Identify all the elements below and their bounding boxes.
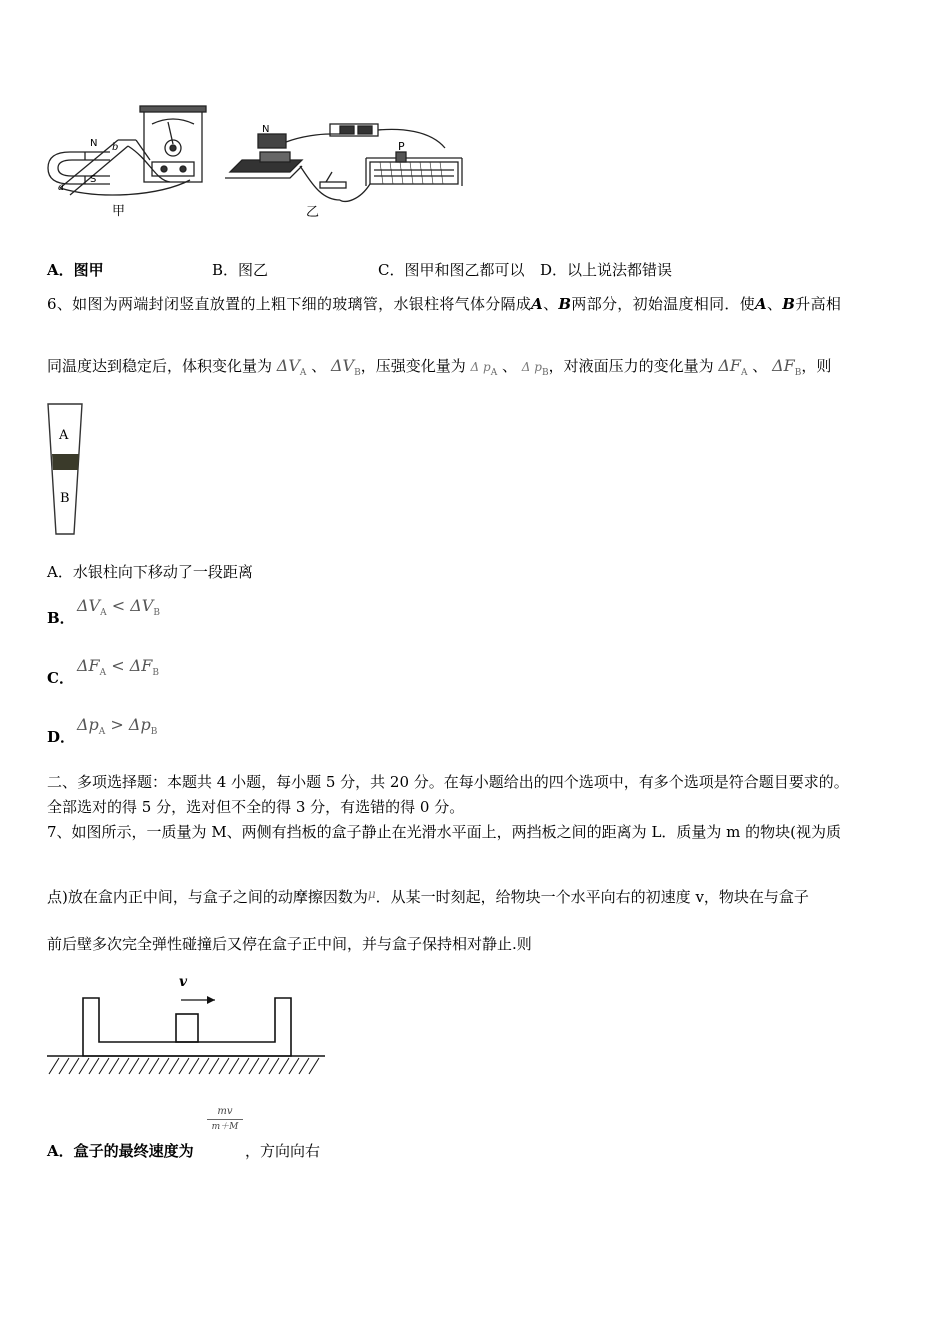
velocity-arrowhead	[207, 996, 215, 1004]
glass-tube-figure	[46, 400, 86, 540]
q7-line3: 前后壁多次完全弹性碰撞后又停在盒子正中间，并与盒子保持相对静止.则	[47, 935, 532, 953]
tube-label-a: A	[59, 428, 69, 443]
fraction-numerator: mv	[217, 1106, 233, 1117]
fraction-denominator: m＋M	[211, 1122, 239, 1132]
q7-line2: 点)放在盒内正中间，与盒子之间的动摩擦因数为$^\mu$．从某一时刻起，给物块一个水平向右的初速度 v，物块在与盒子	[47, 887, 809, 906]
q6-option-a: A．水银柱向下移动了一段距离	[47, 563, 253, 581]
dvb-expr: $\Delta V_B$	[330, 356, 361, 378]
box-on-surface-figure	[45, 966, 327, 1082]
q7-line1: 7、如图所示，一质量为 M、两侧有挡板的盒子静止在光滑水平面上，两挡板之间的距离为 L．质量为 m 的物块(视为质	[47, 823, 842, 841]
wire-a-label: a	[58, 182, 64, 193]
mu-symbol: μ	[367, 887, 376, 901]
q5-option-a: A．图甲	[47, 261, 104, 279]
velocity-label: v	[179, 974, 188, 990]
q5-option-b: B．图乙	[212, 261, 269, 279]
wire-b-label: b	[112, 142, 119, 153]
dpa-expr: Δ $p_A$	[470, 360, 498, 378]
box-container	[83, 998, 291, 1056]
magnet-n-label: N	[90, 138, 98, 149]
rheostat-p-label: P	[398, 140, 405, 153]
block	[176, 1014, 198, 1042]
label-yi: 乙	[306, 205, 320, 220]
mercury-column	[52, 454, 79, 470]
q6-line2: 同温度达到稳定后，体积变化量为 $\Delta V_A$ 、 $\Delta V_B$，压强变化量为 Δ $p_A$ 、 Δ $p_B$，对液面压力的变化量为 $\Delta F_A$ 、 $\Delta F_B$，则	[47, 356, 832, 378]
section2-line1: 二、多项选择题：本题共 4 小题，每小题 5 分，共 20 分。在每小题给出的四个选项中，有多个选项是符合题目要求的。	[47, 773, 849, 791]
magnet-n-label-yi: N	[262, 124, 270, 135]
section2-line2: 全部选对的得 5 分，选对但不全的得 3 分，有选错的得 0 分。	[47, 798, 465, 816]
ground-hatching	[49, 1058, 319, 1074]
figure-yi	[225, 124, 462, 201]
q5-option-c: C．图甲和图乙都可以	[378, 261, 525, 279]
q6-option-c: C． $\Delta F_A < \Delta F_B$	[47, 656, 160, 687]
dpb-expr: Δ $p_B$	[521, 360, 549, 378]
dva-expr: $\Delta V_A$	[276, 356, 307, 378]
dfb-expr: $\Delta F_B$	[772, 356, 802, 378]
magnet-s-label: S	[90, 174, 97, 185]
dfa-expr: $\Delta F_A$	[718, 356, 748, 378]
tube-label-b: B	[60, 491, 70, 506]
q6-option-d: D． $\Delta p_A > \Delta p_B$	[47, 715, 158, 746]
q7-option-a: A．盒子的最终速度为 mv m＋M ，方向向右	[47, 1106, 321, 1160]
electromagnetic-apparatus-figure	[40, 100, 470, 225]
figure-jia	[48, 106, 206, 195]
q6-line1: 6、如图为两端封闭竖直放置的上粗下细的玻璃管，水银柱将气体分隔成A、B两部分，初始温度相同．使A、B升高相	[47, 295, 842, 313]
q6-option-b: B． $\Delta V_A < \Delta V_B$	[47, 596, 160, 627]
final-velocity-fraction	[207, 1106, 243, 1133]
label-jia: 甲	[112, 204, 126, 219]
q5-option-d: D．以上说法都错误	[540, 261, 673, 279]
